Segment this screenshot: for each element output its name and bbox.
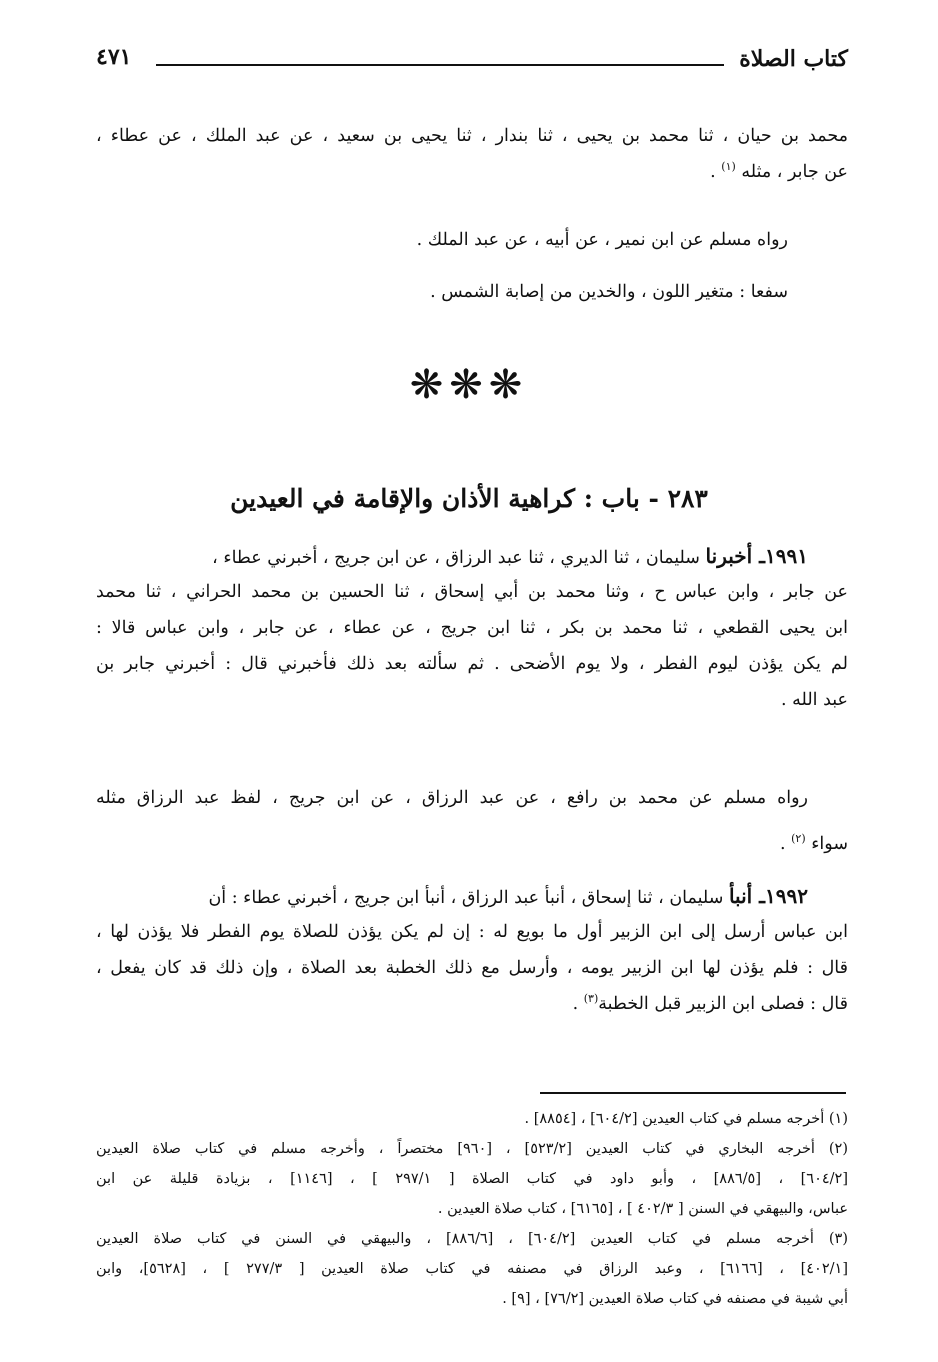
text-line: لم يكن يؤذن ليوم الفطر ، ولا يوم الأضحى . ثم سألته بعد ذلك فأخبرني قال : أخبرني جابر بن [96, 654, 848, 674]
text-fragment: عن جابر ، مثله [741, 162, 848, 182]
hadith-number: ١٩٩١ـ أخبرنا [705, 544, 808, 568]
text-line: سفعا : متغير اللون ، والخدين من إصابة الشمس . [430, 282, 788, 302]
hadith-number: ١٩٩٢ـ أنبأ [728, 884, 808, 908]
footnote-line: (١) أخرجه مسلم في كتاب العيدين [٦٠٤/٢] ، [٨٨٥٤] . [524, 1111, 848, 1127]
text-line: رواه مسلم عن ابن نمير ، عن أبيه ، عن عبد الملك . [416, 230, 788, 250]
text-fragment: سواء [811, 834, 848, 854]
section-ornament: ❋❋❋ [409, 362, 529, 408]
text-line: ابن يحيى القطعي ، ثنا محمد بن بكر ، ثنا ابن جريج ، عن عطاء ، عن جابر ، وابن عباس قالا : [96, 618, 848, 638]
page-number: ٤٧١ [96, 44, 132, 70]
text-line [96, 154, 848, 190]
footnote-line: (٣) أخرجه مسلم في كتاب العيدين [٦٠٤/٢] ، [٨٨٦/٦] ، والبيهقي في السنن في كتاب صلاة العيدين [96, 1231, 848, 1247]
footnote-line: [٦٠٤/٢] ، [٨٨٦/٥] ، وأبو داود في كتاب الصلاة [ ٢٩٧/١ ] ، [١١٤٦] ، بزيادة قليلة عن ابن [96, 1171, 848, 1187]
text-line [96, 538, 848, 574]
text-line: عن جابر ، وابن عباس ح ، وثنا محمد بن أبي إسحاق ، ثنا الحسين بن محمد الحراني ، ثنا محمد [96, 582, 848, 602]
header-rule [156, 64, 724, 66]
text-line: محمد بن حيان ، ثنا محمد بن يحيى ، ثنا بندار ، ثنا يحيى بن سعيد ، عن عبد الملك ، عن عطاء ، [96, 126, 848, 146]
narration-2 [96, 780, 848, 862]
footnote-ref[interactable]: (٣) [583, 992, 599, 1006]
text-line: رواه مسلم عن محمد بن رافع ، عن عبد الرزاق ، عن ابن جريج ، لفظ عبد الرزاق مثله [96, 788, 808, 808]
hadith-1992 [96, 878, 848, 1022]
gloss [96, 274, 848, 310]
footnote-rule [540, 1092, 846, 1094]
chapter-heading: ٢٨٣ - باب : كراهية الأذان والإقامة في العيدين [230, 484, 708, 513]
hadith-1991 [96, 538, 848, 718]
text-fragment: قال : فصلى ابن الزبير قبل الخطبة [598, 994, 848, 1014]
text-line [96, 826, 848, 862]
text-fragment: . [710, 162, 716, 182]
footnote-line: (٢) أخرجه البخاري في كتاب العيدين [٥٢٣/٢] ، [٩٦٠] مختصراً ، وأخرجه مسلم في كتاب صلاة العيدين [96, 1141, 848, 1157]
page-header [96, 40, 848, 80]
footnote-line: [٤٠٢/١] ، [٦١٦٦] ، وعبد الرزاق في مصنفه في كتاب صلاة العيدين [ ٢٧٧/٣ ] ، [٥٦٢٨]، وابن [96, 1261, 848, 1277]
text-line: قال : فلم يؤذن لها ابن الزبير يومه ، وأرسل مع ذلك الخطبة بعد الصلاة ، وإن ذلك قد كان يفعل ، [96, 958, 848, 978]
footnote-line: أبي شيبة في مصنفه في كتاب صلاة العيدين [٧٦/٢] ، [٩] . [502, 1291, 848, 1307]
text-line: عبد الله . [781, 690, 848, 710]
footnotes [96, 1104, 848, 1314]
text-fragment: سليمان ، ثنا الديري ، ثنا عبد الرزاق ، عن ابن جريج ، أخبرني عطاء ، [212, 548, 700, 568]
top-text [96, 118, 848, 190]
text-line [96, 878, 848, 914]
running-title: كتاب الصلاة [739, 46, 848, 72]
text-fragment: . [779, 834, 786, 854]
text-line: ابن عباس أرسل إلى ابن الزبير أول ما بويع له : إن لم يكن يؤذن للصلاة يوم الفطر فلا يؤذن لها ، [96, 922, 848, 942]
text-fragment: سليمان ، ثنا إسحاق ، أنبأ عبد الرزاق ، أنبأ ابن جريج ، أخبرني عطاء : أن [208, 888, 724, 908]
text-line [96, 986, 848, 1022]
narration-1 [96, 222, 848, 258]
footnote-line: عباس، والبيهقي في السنن [ ٤٠٢/٣ ] ، [٦١٦٥] ، كتاب صلاة العيدين . [437, 1201, 848, 1217]
footnote-ref[interactable]: (٢) [791, 832, 806, 846]
footnote-ref[interactable]: (١) [721, 160, 736, 174]
text-fragment: . [572, 994, 579, 1014]
